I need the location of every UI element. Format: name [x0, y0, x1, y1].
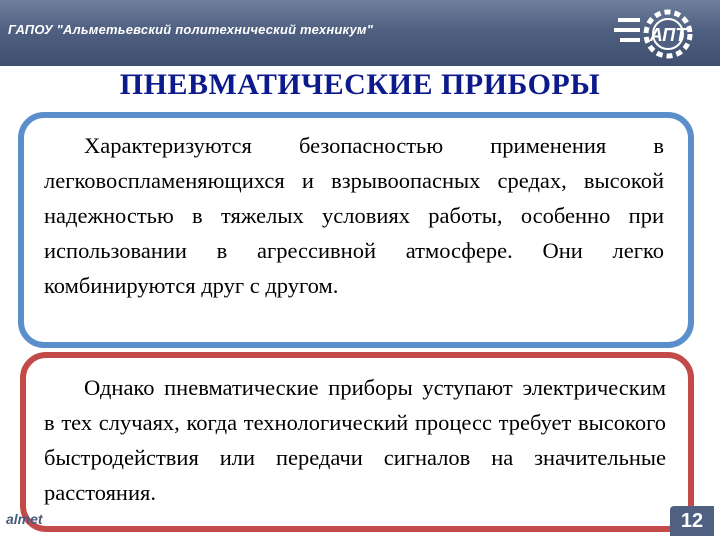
institution-name: ГАПОУ "Альметьевский политехнический техникум"	[8, 22, 374, 37]
paragraph-disadvantages: Однако пневматические приборы уступают электрическим в тех случаях, когда технологический процесс требует высокого быстродействия или передачи сигналов на значительные расстояния.	[44, 375, 666, 505]
college-logo-icon	[612, 6, 708, 62]
paragraph-advantages: Характеризуются безопасностью применения в легковоспламеняющихся и взрывоопасных средах, высокой надежностью в тяжелых условиях работы, особенно при использовании в агрессивной атмосфере. Они легко комбинируются друг с другом.	[44, 133, 664, 298]
slide-title: ПНЕВМАТИЧЕСКИЕ ПРИБОРЫ	[119, 68, 601, 101]
page-number: 12	[670, 506, 714, 536]
footer-site-label: almet	[6, 511, 43, 527]
header-bar	[0, 0, 720, 66]
logo-text: АПТ	[649, 25, 687, 45]
